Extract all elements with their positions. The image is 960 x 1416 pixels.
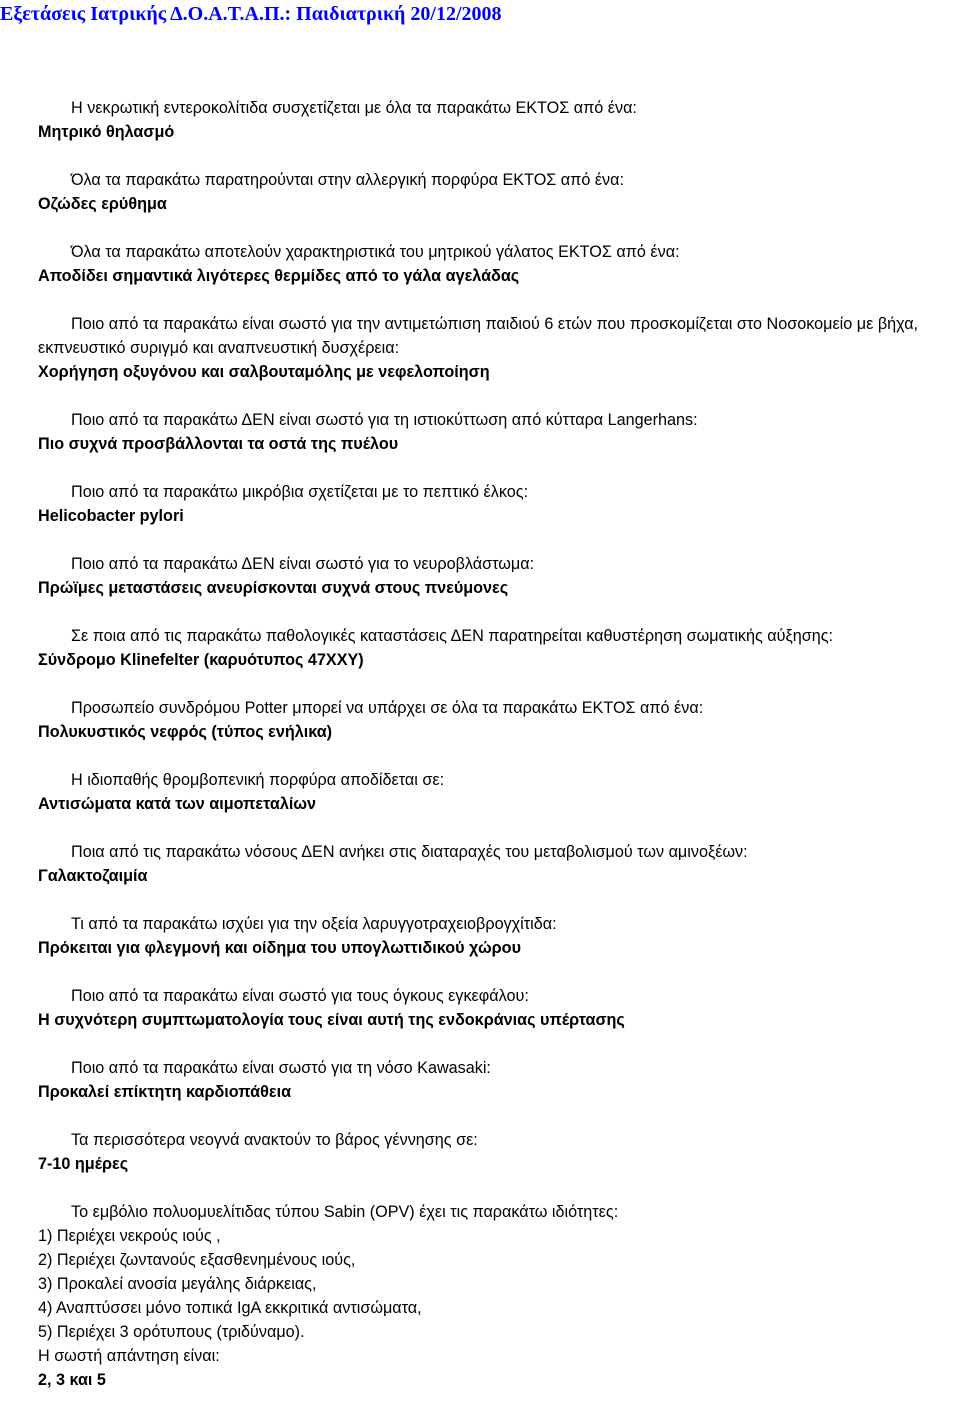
qa-item <box>38 768 960 816</box>
answer-text: Πρόκειται για φλεγμονή και οίδημα του υπογλωττιδικού χώρου <box>38 939 521 957</box>
option-item: 5) Περιέχει 3 ορότυπους (τριδύναμο). <box>38 1323 305 1341</box>
answer-text: Σύνδρομο Klinefelter (καρυότυπος 47XXY) <box>38 651 364 669</box>
qa-list <box>38 96 960 1416</box>
question-text: Όλα τα παρακάτω παρατηρούνται στην αλλεργική πορφύρα ΕΚΤΟΣ από ένα: <box>71 171 624 189</box>
answer-text: Οζώδες ερύθημα <box>38 195 167 213</box>
answer-text: Χορήγηση οξυγόνου και σαλβουταμόλης με νεφελοποίηση <box>38 363 490 381</box>
answer-text: 2, 3 και 5 <box>38 1371 106 1389</box>
qa-item <box>38 840 960 888</box>
answer-text: Αποδίδει σημαντικά λιγότερες θερμίδες από το γάλα αγελάδας <box>38 267 520 285</box>
qa-item <box>38 168 960 216</box>
question-text: Ποιο από τα παρακάτω ΔΕΝ είναι σωστό για τη ιστιοκύττωση από κύτταρα Langerhans: <box>71 411 698 429</box>
question-text: Ποιο από τα παρακάτω ΔΕΝ είναι σωστό για το νευροβλάστωμα: <box>71 555 535 573</box>
qa-item-multi-option <box>38 1200 960 1392</box>
qa-item <box>38 1128 960 1176</box>
question-text: Τι από τα παρακάτω ισχύει για την οξεία λαρυγγοτραχειοβρογχίτιδα: <box>71 915 557 933</box>
question-text: Τα περισσότερα νεογνά ανακτούν το βάρος γέννησης σε: <box>71 1131 478 1149</box>
answer-text: Μητρικό θηλασμό <box>38 123 175 141</box>
question-text: Ποιο από τα παρακάτω είναι σωστό για την αντιμετώπιση παιδιού 6 ετών που προσκομίζεται στο Νοσοκομείο με βήχα, εκπνευστικό συριγμό και αναπνευστική δυσχέρεια: <box>38 315 919 357</box>
answer-text: Γαλακτοζαιμία <box>38 867 148 885</box>
question-text: Ποιο από τα παρακάτω είναι σωστό για τους όγκους εγκεφάλου: <box>71 987 529 1005</box>
qa-item <box>38 96 960 144</box>
question-text: Η ιδιοπαθής θρομβοπενική πορφύρα αποδίδεται σε: <box>71 771 445 789</box>
option-item: 4) Αναπτύσσει μόνο τοπικά IgA εκκριτικά αντισώματα, <box>38 1299 422 1317</box>
question-text: Ποιο από τα παρακάτω είναι σωστό για τη νόσο Kawasaki: <box>71 1059 491 1077</box>
option-item: 1) Περιέχει νεκρούς ιούς , <box>38 1227 221 1245</box>
qa-item <box>38 312 960 384</box>
question-text: Σε ποια από τις παρακάτω παθολογικές καταστάσεις ΔΕΝ παρατηρείται καθυστέρηση σωματικής αύξησης: <box>71 627 834 645</box>
qa-item <box>38 1056 960 1104</box>
qa-item <box>38 984 960 1032</box>
answer-text: Πολυκυστικός νεφρός (τύπος ενήλικα) <box>38 723 333 741</box>
answer-text: Πιο συχνά προσβάλλονται τα οστά της πυέλου <box>38 435 399 453</box>
question-text: Ποιο από τα παρακάτω μικρόβια σχετίζεται με το πεπτικό έλκος: <box>71 483 529 501</box>
qa-item <box>38 480 960 528</box>
qa-item <box>38 624 960 672</box>
qa-item <box>38 552 960 600</box>
answer-text: Αντισώματα κατά των αιμοπεταλίων <box>38 795 317 813</box>
qa-item <box>38 240 960 288</box>
answer-text: Η συχνότερη συμπτωματολογία τους είναι αυτή της ενδοκράνιας υπέρτασης <box>38 1011 625 1029</box>
option-item: 3) Προκαλεί ανοσία μεγάλης διάρκειας, <box>38 1275 317 1293</box>
answer-text: Helicobacter pylori <box>38 507 184 525</box>
question-text: Ποια από τις παρακάτω νόσους ΔΕΝ ανήκει στις διαταραχές του μεταβολισμού των αμινοξέων: <box>71 843 748 861</box>
qa-item <box>38 912 960 960</box>
question-text: Προσωπείο συνδρόμου Potter μπορεί να υπάρχει σε όλα τα παρακάτω ΕΚΤΟΣ από ένα: <box>71 699 704 717</box>
option-item: 2) Περιέχει ζωντανούς εξασθενημένους ιούς, <box>38 1251 356 1269</box>
answer-text: Πρώϊμες μεταστάσεις ανευρίσκονται συχνά στους πνεύμονες <box>38 579 509 597</box>
answer-text: Προκαλεί επίκτητη καρδιοπάθεια <box>38 1083 292 1101</box>
answer-text: 7-10 ημέρες <box>38 1155 129 1173</box>
question-text: Η νεκρωτική εντεροκολίτιδα συσχετίζεται με όλα τα παρακάτω ΕΚΤΟΣ από ένα: <box>71 99 637 117</box>
answer-prompt: Η σωστή απάντηση είναι: <box>38 1347 220 1365</box>
qa-item <box>38 408 960 456</box>
page-title: Εξετάσεις Ιατρικής Δ.Ο.Α.Τ.Α.Π.: Παιδιατρική 20/12/2008 <box>0 3 502 25</box>
question-text: Όλα τα παρακάτω αποτελούν χαρακτηριστικά του μητρικού γάλατος ΕΚΤΟΣ από ένα: <box>71 243 680 261</box>
question-text: Το εμβόλιο πολυομυελίτιδας τύπου Sabin (OPV) έχει τις παρακάτω ιδιότητες: <box>71 1203 619 1221</box>
qa-item <box>38 696 960 744</box>
